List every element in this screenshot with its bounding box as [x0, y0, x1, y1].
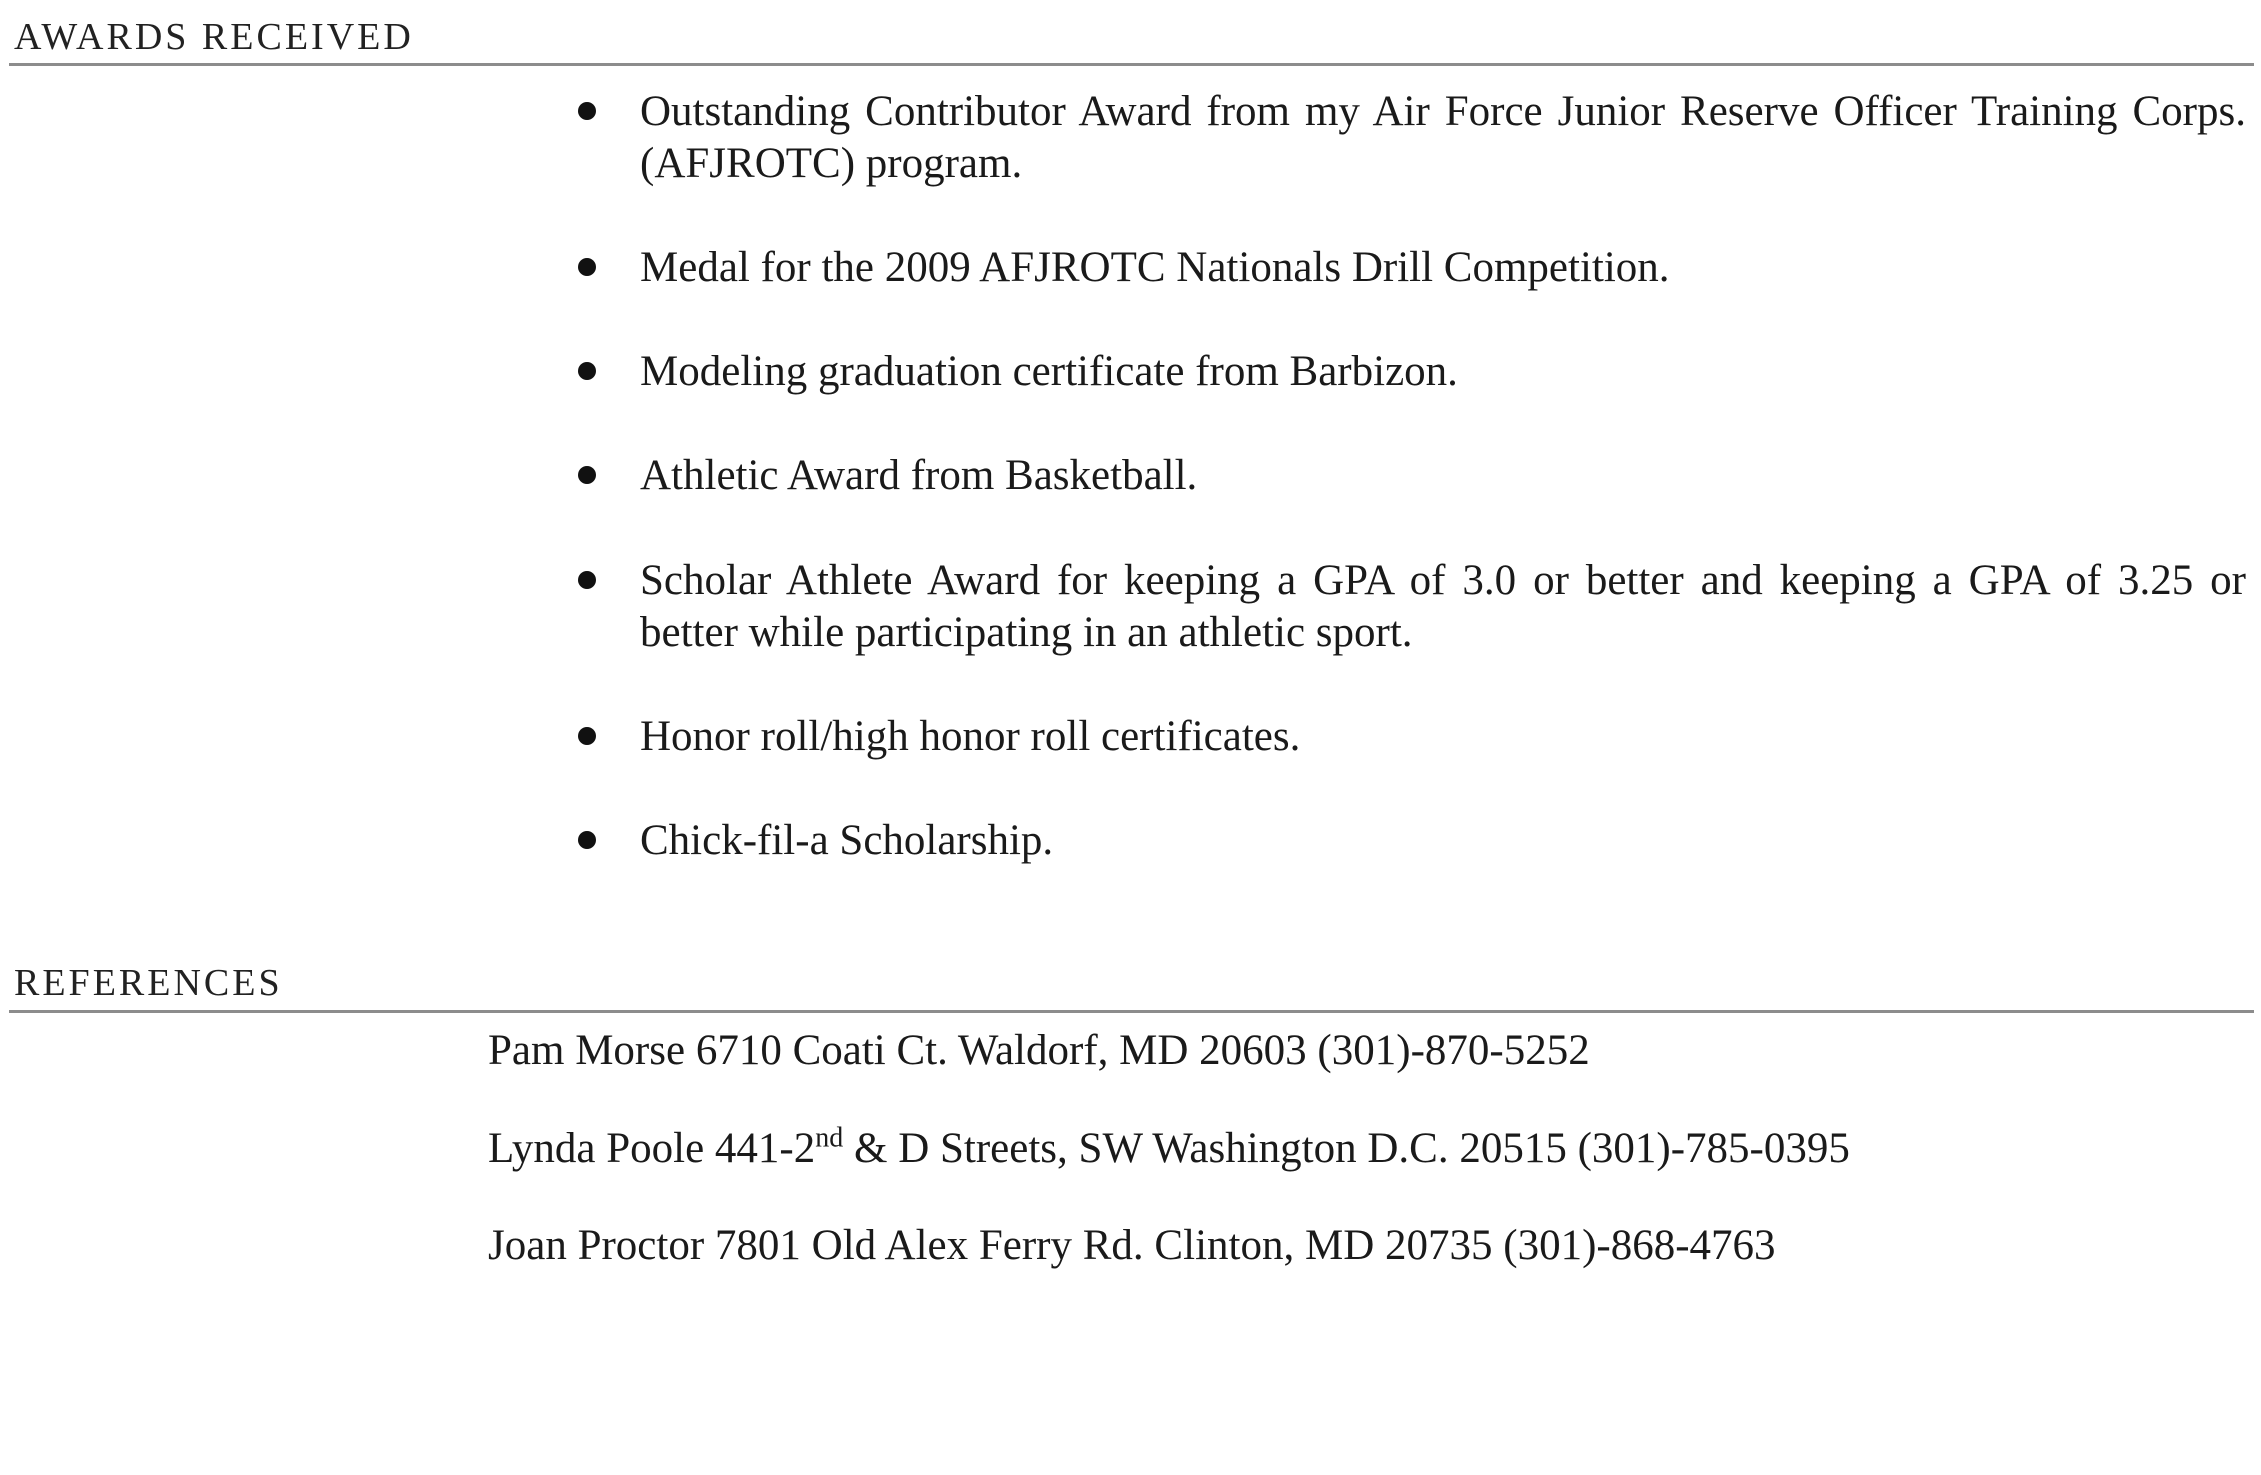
award-item-afjrotc-contributor — [640, 86, 2246, 190]
references-section-divider — [9, 1010, 2254, 1013]
award-item-scholar-athlete — [640, 555, 2246, 659]
award-item-honor-roll — [640, 711, 2246, 763]
award-text: Athletic Award from Basketball. — [640, 452, 1198, 499]
bullet-icon — [578, 258, 596, 276]
bullet-icon — [578, 831, 596, 849]
bullet-icon — [578, 362, 596, 380]
reference-lynda-poole — [488, 1123, 1850, 1175]
award-text: Medal for the 2009 AFJROTC Nationals Drill Competition. — [640, 244, 1670, 291]
ordinal-suffix: nd — [815, 1122, 844, 1154]
references-section-heading: REFERENCES — [14, 962, 283, 1004]
award-item-athletic-award — [640, 450, 2246, 502]
award-text: Modeling graduation certificate from Barbizon. — [640, 348, 1458, 395]
award-item-scholarship — [640, 815, 2246, 867]
award-text: Outstanding Contributor Award from my Air Force Junior Reserve Officer Training Corps. (AFJROTC) program. — [640, 88, 2246, 187]
bullet-icon — [578, 102, 596, 120]
awards-section-divider — [9, 63, 2254, 66]
bullet-icon — [578, 571, 596, 589]
award-text: Chick-fil-a Scholarship. — [640, 817, 1054, 864]
award-text: Scholar Athlete Award for keeping a GPA of 3.0 or better and keeping a GPA of 3.25 or better while participating in an athletic sport. — [640, 557, 2246, 656]
award-item-drill-medal — [640, 242, 2246, 294]
reference-text-end: & D Streets, SW Washington D.C. 20515 (301)-785-0395 — [843, 1125, 1850, 1172]
bullet-icon — [578, 727, 596, 745]
reference-text-start: Lynda Poole 441-2 — [488, 1125, 816, 1172]
awards-section-heading: AWARDS RECEIVED — [14, 16, 414, 58]
award-item-modeling-certificate — [640, 346, 2246, 398]
bullet-icon — [578, 466, 596, 484]
award-text: Honor roll/high honor roll certificates. — [640, 713, 1301, 760]
reference-pam-morse: Pam Morse 6710 Coati Ct. Waldorf, MD 20603 (301)-870-5252 — [488, 1027, 1590, 1074]
reference-joan-proctor: Joan Proctor 7801 Old Alex Ferry Rd. Clinton, MD 20735 (301)-868-4763 — [488, 1222, 1776, 1269]
